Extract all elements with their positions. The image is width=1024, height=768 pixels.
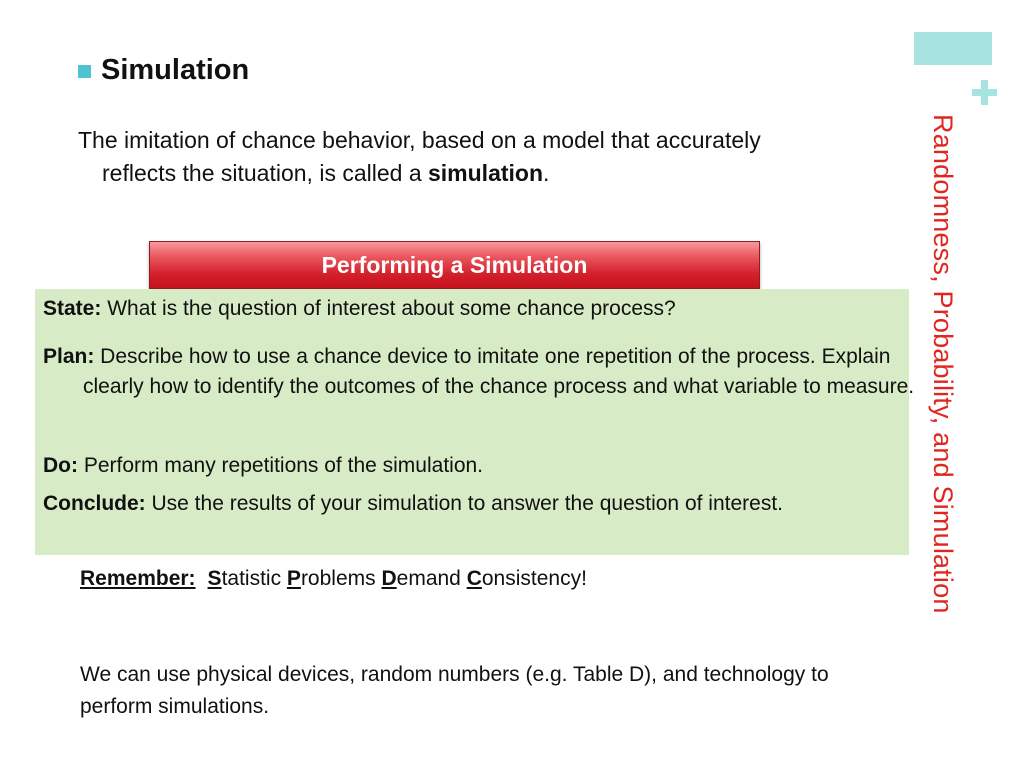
step-label: Plan:: [43, 345, 95, 368]
slide-heading: [78, 54, 249, 87]
step-text: Use the results of your simulation to answer the question of interest.: [145, 492, 783, 515]
remember-mnemonic: [80, 564, 587, 594]
mnemonic-rest: emand: [396, 567, 467, 590]
step-do: [43, 451, 933, 481]
definition-term: simulation: [428, 160, 544, 186]
simulation-steps-box: [35, 289, 915, 555]
mnemonic-rest: roblems: [300, 567, 382, 590]
mnemonic-initial: P: [286, 567, 301, 590]
step-text: Perform many repetitions of the simulation.: [78, 454, 484, 477]
step-plan: [43, 342, 933, 402]
mnemonic-initial: D: [381, 567, 397, 590]
mnemonic-initial: S: [207, 567, 222, 590]
step-label: State:: [43, 297, 102, 320]
mnemonic-rest: tatistic: [221, 567, 287, 590]
step-conclude: [43, 489, 933, 519]
step-label: Conclude:: [43, 492, 146, 515]
mnemonic-rest: onsistency!: [481, 567, 587, 590]
heading-text: Simulation: [101, 54, 250, 86]
side-title: Randomness, Probability, and Simulation: [928, 114, 958, 614]
definition-text: The imitation of chance behavior, based on a model that accurately reflects the situation, is called a: [78, 127, 761, 186]
step-text: What is the question of interest about some chance process?: [101, 297, 676, 320]
step-state: [43, 294, 933, 324]
mnemonic-initial: C: [466, 567, 482, 590]
definition-end: .: [543, 160, 550, 186]
decorative-teal-bar: [914, 32, 992, 65]
simulation-box-header: Performing a Simulation: [149, 241, 760, 289]
step-text: Describe how to use a chance device to imitate one repetition of the process. Explain clearly how to identify the outcomes of the chance process and what variable to measure.: [83, 345, 915, 398]
footer-note: We can use physical devices, random numbers (e.g. Table D), and technology to perform simulations.: [80, 663, 829, 718]
remember-label: Remember:: [80, 567, 196, 590]
definition-paragraph: [78, 124, 822, 190]
step-label: Do:: [43, 454, 78, 477]
square-bullet-icon: [78, 65, 91, 78]
plus-icon: [970, 78, 1000, 108]
